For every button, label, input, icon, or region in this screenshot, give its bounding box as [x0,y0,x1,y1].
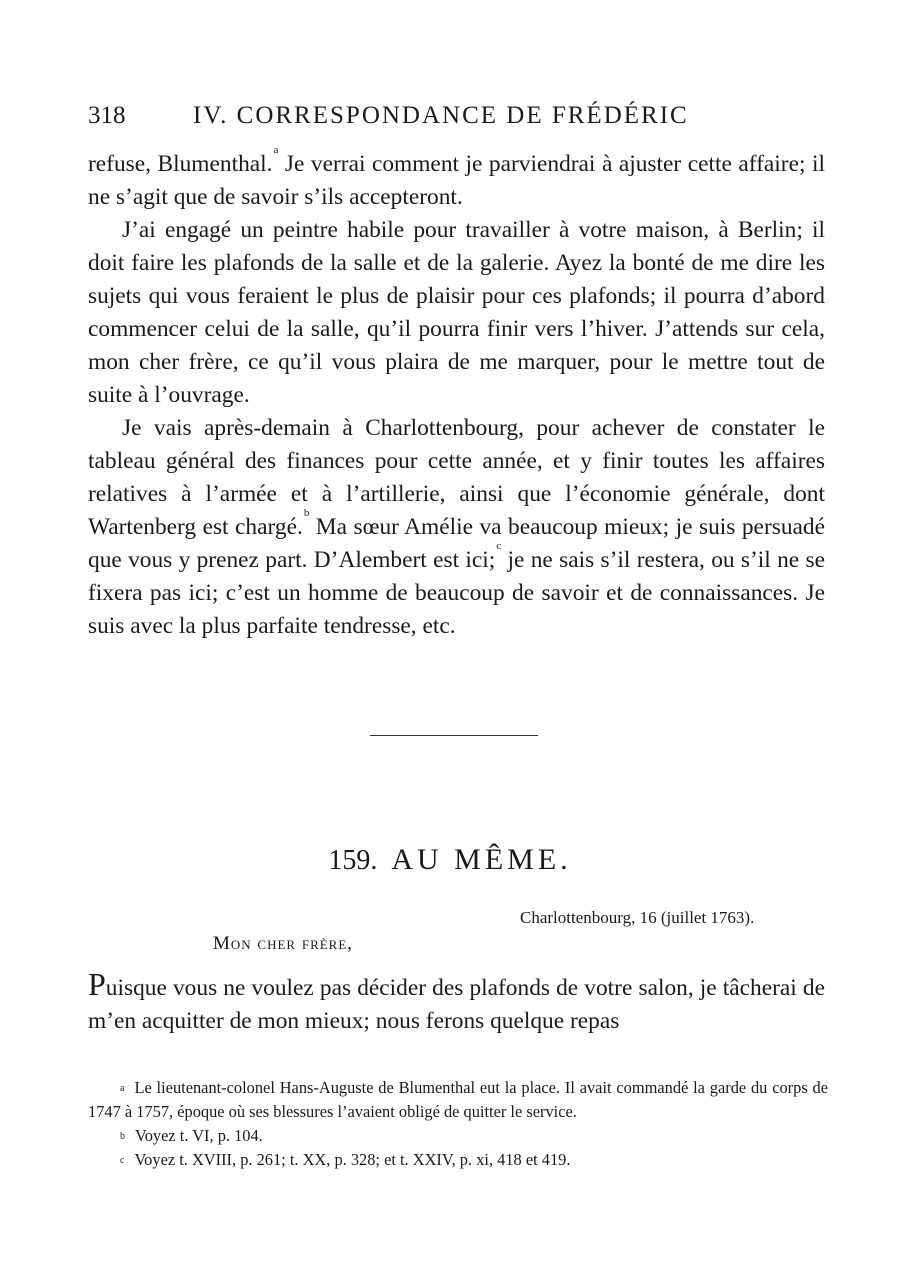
dateline: Charlottenbourg, 16 (juillet 1763). [520,908,755,927]
letter-number: 159. [328,845,378,876]
paragraph-2: J’ai engagé un peintre habile pour travailler à votre maison, à Berlin; il doit faire les plafonds de la salle et de la galerie. Ayez la bonté de me dire les sujets qui vous feraient le plus de plaisir pour ces plafonds; il pourra d’abord commencer celui de la salle, qu’il pourra finir vers l’hiver. J’attends sur cela, mon cher frère, ce qu’il vous plaira de me marquer, pour le mettre tout de suite à l’ouvrage. [88,217,825,408]
running-title: IV. CORRESPONDANCE DE FRÉDÉRIC [193,102,689,129]
footnote-mark: c [120,1155,125,1166]
footnote-a [88,1076,828,1124]
letter-title: AU MÊME. [391,843,572,876]
footnote-ref: c [496,540,502,552]
footnote-mark: b [120,1131,125,1142]
salutation: Mon cher frère, [213,933,354,954]
paragraph-3: Je vais après-demain à Charlottenbourg, pour achever de constater le tableau général des finances pour cette année, et y finir toutes les affaires relatives à l’armée et à l’artillerie, ainsi que l’économie générale, dont Wartenberg est chargé.$^b$ Ma sœur Amélie va beaucoup mieux; je suis persuadé que vous y prenez part. D’Alembert est ici;$^c$ je ne sais s’il restera, ou s’il ne se fixera pas ici; c’est un homme de beaucoup de savoir et de connaissances. Je suis avec la plus parfaite tendresse, etc. [88,415,825,639]
letter-text [88,966,825,1038]
footnote-ref: a [273,144,279,156]
letter-body: uisque vous ne voulez pas décider des plafonds de votre salon, je tâcherai de m’en acquitter de mon mieux; nous ferons quelque repas [88,975,825,1034]
section-divider [370,735,538,736]
page-number: 318 [88,102,126,129]
footnote-text: Voyez t. XVIII, p. 261; t. XX, p. 328; et t. XXIV, p. xi, 418 et 419. [134,1150,571,1169]
footnotes [88,1076,828,1172]
footnote-mark: a [120,1083,125,1094]
drop-cap: P [88,966,106,1002]
paragraph-1: refuse, Blumenthal.$^a$ Je verrai comment je parviendrai à ajuster cette affaire; il ne s’agit que de savoir s’ils accepteront. [88,144,825,210]
letter-heading [0,843,900,877]
footnote-ref: b [303,507,310,519]
footnote-text: Le lieutenant-colonel Hans-Auguste de Blumenthal eut la place. Il avait commandé la garde du corps de 1747 à 1757, époque où ses blessures l’avaient obligé de quitter le service. [88,1078,828,1121]
footnote-b [88,1124,828,1148]
footnote-text: Voyez t. VI, p. 104. [135,1126,263,1145]
body-text [88,144,825,643]
footnote-c [88,1148,828,1172]
running-head [88,102,828,130]
